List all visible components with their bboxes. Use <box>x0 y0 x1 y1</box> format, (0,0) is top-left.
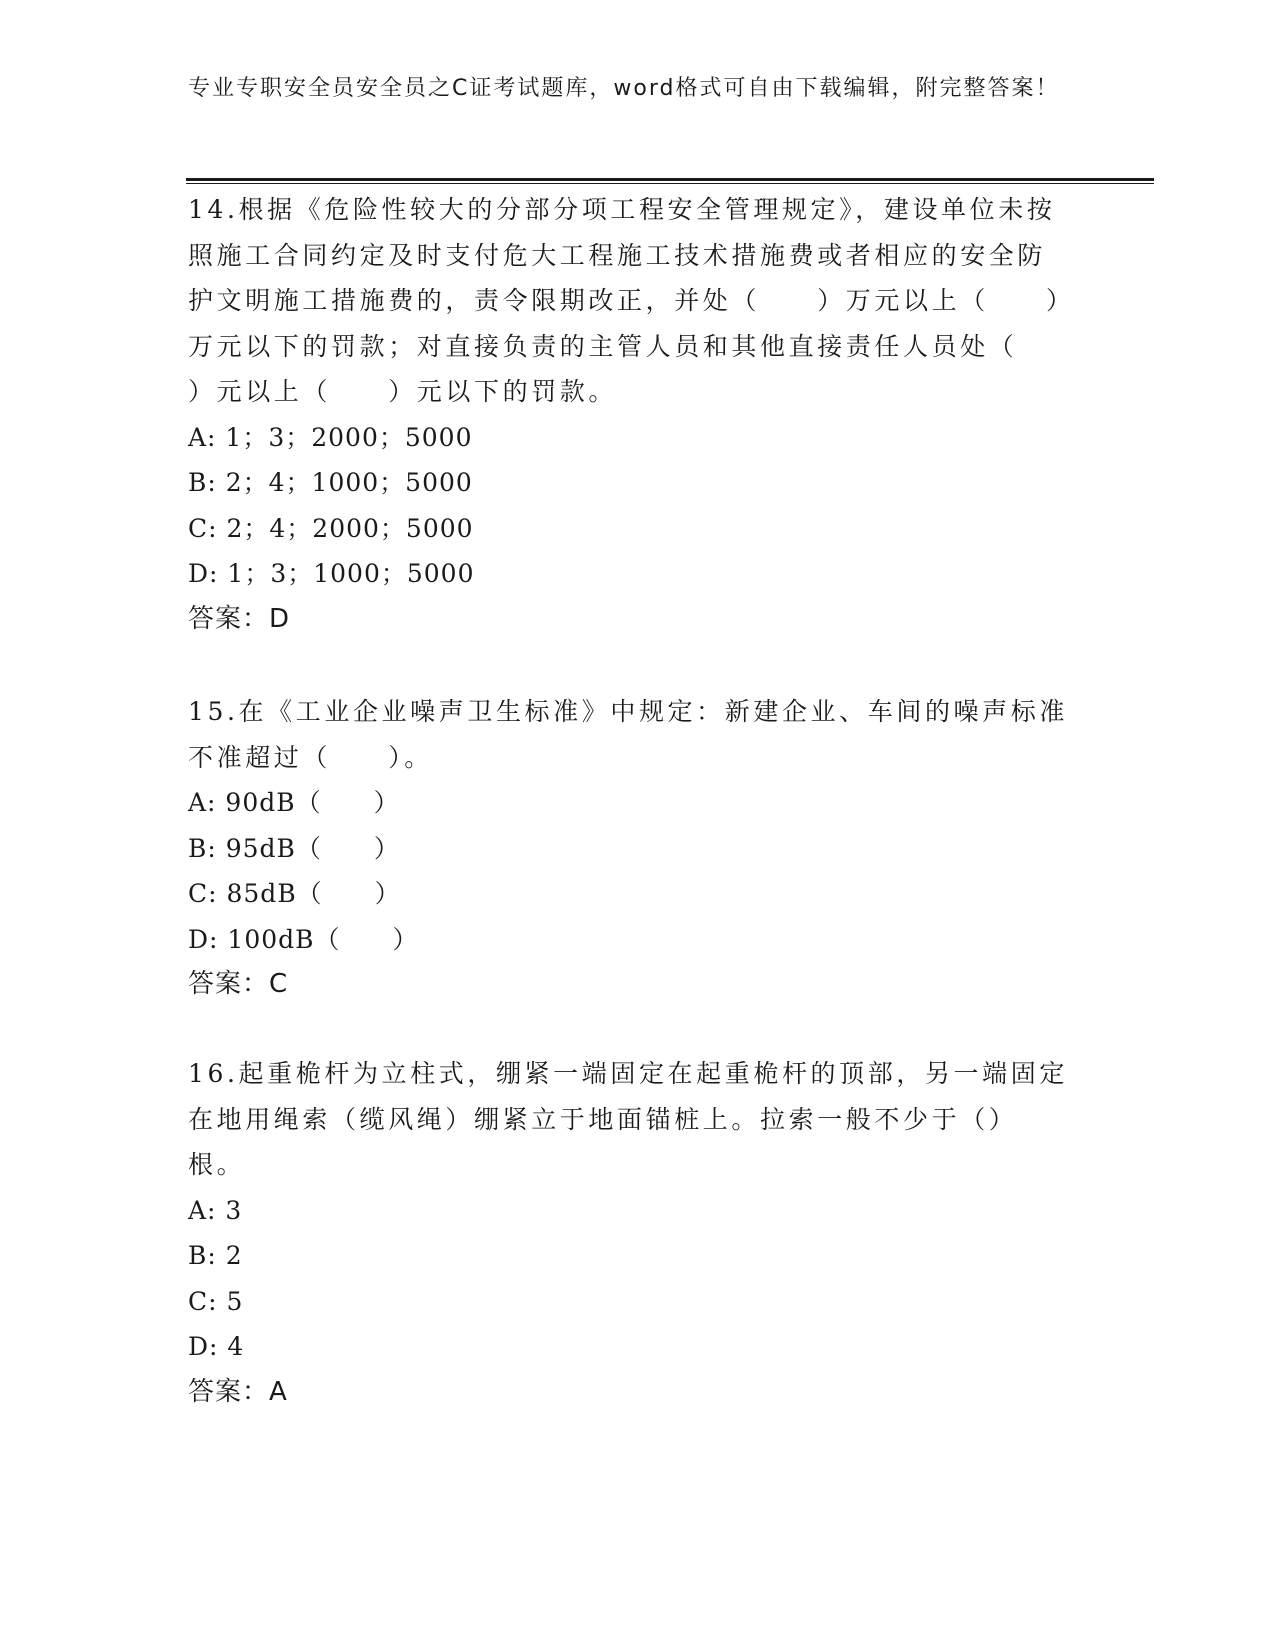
option-b: B: 2 <box>188 1241 243 1270</box>
header-divider-thick <box>186 178 1154 181</box>
question-14 <box>188 187 1075 642</box>
answer-line: 答案：C <box>188 969 289 999</box>
question-text: 14.根据《危险性较大的分部分项工程安全管理规定》，建设单位未按照施工合同约定及时支付危大工程施工技术措施费或者相应的安全防护文明施工措施费的，责令限期改正，并处（ ）万元以上（ ）万元以下的罚款；对直接负责的主管人员和其他直接责任人员处（ ）元以上（ ）元以下的罚款。 <box>188 195 1075 406</box>
option-list <box>188 1188 1068 1370</box>
answer-line: 答案：D <box>188 603 291 634</box>
question-text: 16.起重桅杆为立柱式，绷紧一端固定在起重桅杆的顶部，另一端固定在地用绳索（缆风绳）绷紧立于地面锚桩上。拉索一般不少于（）根。 <box>188 1059 1068 1179</box>
question-text: 15.在《工业企业噪声卫生标准》中规定：新建企业、车间的噪声标准不准超过（ ）。 <box>188 697 1068 772</box>
option-b: B: 2；4；1000；5000 <box>188 468 473 497</box>
question-16 <box>188 1051 1068 1415</box>
option-c: C: 85dB（ ） <box>188 879 401 908</box>
question-15 <box>188 689 1068 1008</box>
option-a: A: 90dB（ ） <box>188 788 400 817</box>
option-c: C: 2；4；2000；5000 <box>188 513 474 543</box>
document-header: 专业专职安全员安全员之C证考试题库，word格式可自由下载编辑，附完整答案！ <box>188 76 1060 101</box>
option-c: C: 5 <box>188 1286 244 1316</box>
option-a: A: 3 <box>188 1195 243 1225</box>
option-list <box>188 415 1068 597</box>
option-b: B: 95dB（ ） <box>188 833 400 863</box>
header-divider-thin <box>186 183 1154 184</box>
option-list <box>188 780 1068 962</box>
option-a: A: 1；3；2000；5000 <box>188 422 473 452</box>
option-d: D: 4 <box>188 1332 245 1361</box>
option-d: D: 100dB（ ） <box>188 924 419 954</box>
answer-line: 答案：A <box>188 1376 288 1407</box>
option-d: D: 1；3；1000；5000 <box>188 559 475 588</box>
